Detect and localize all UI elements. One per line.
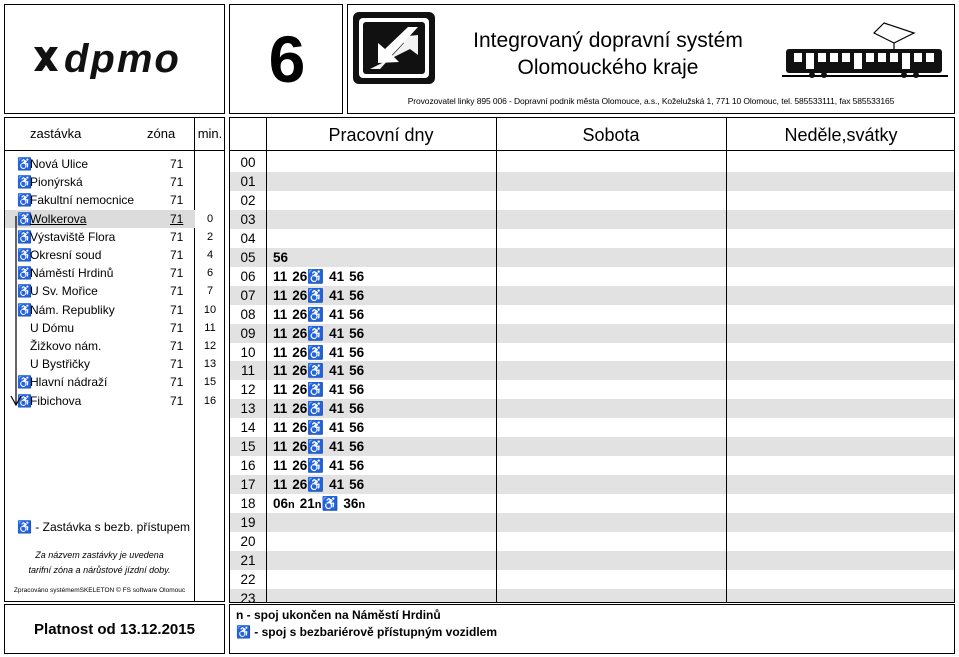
departure-time <box>273 382 287 397</box>
departure-time <box>273 401 287 416</box>
weekday-departures <box>273 456 369 475</box>
stop-zone: 71 <box>170 284 184 299</box>
weekday-departures <box>273 305 369 324</box>
hour-label: 02 <box>240 192 256 208</box>
departure-minute: 56 <box>349 363 365 379</box>
hour-label: 03 <box>240 211 256 227</box>
stop-row <box>5 282 195 300</box>
header-divider <box>5 150 224 151</box>
zone-note <box>5 548 194 578</box>
departure-minute: 41 <box>329 344 345 360</box>
hour-row <box>230 361 954 380</box>
wheelchair-icon: ♿ <box>307 363 325 379</box>
hour-row <box>230 437 954 456</box>
departure-minute: 41 <box>329 439 345 455</box>
departure-minute: 26 <box>292 439 308 455</box>
departure-minute: 56 <box>349 325 365 341</box>
departure-minute: 56 <box>349 439 365 455</box>
hour-label: 08 <box>240 306 256 322</box>
stop-zone: 71 <box>170 357 184 372</box>
departure-time <box>273 326 287 341</box>
stop-row <box>5 392 195 410</box>
departure-time <box>292 458 324 473</box>
hour-label: 13 <box>240 401 256 417</box>
wheelchair-icon: ♿ <box>321 496 339 512</box>
wheelchair-icon: ♿ <box>307 439 325 455</box>
hour-label: 07 <box>240 287 256 303</box>
stop-minutes: 4 <box>206 249 214 261</box>
departure-minute: 26 <box>292 344 308 360</box>
departure-time <box>349 382 364 397</box>
departure-minute: 41 <box>329 401 345 417</box>
departure-minute: 41 <box>329 420 345 436</box>
hour-label: 22 <box>240 571 256 587</box>
hour-label: 06 <box>240 268 256 284</box>
stop-row <box>5 319 195 337</box>
departure-time <box>329 477 344 492</box>
departure-time <box>343 496 365 511</box>
hour-row <box>230 191 954 210</box>
departure-time <box>329 326 344 341</box>
departure-time <box>273 477 287 492</box>
departure-minute: 26 <box>292 363 308 379</box>
departure-minute: 26 <box>292 401 308 417</box>
stop-row <box>5 155 195 173</box>
stop-minutes: 16 <box>203 394 217 407</box>
stop-zone: 71 <box>170 375 184 390</box>
weekday-departures <box>273 380 369 399</box>
legend-lowfloor <box>236 625 497 639</box>
operator-info: Provozovatel linky 895 006 - Dopravní podnik města Olomouce, a.s., Koželužská 1, 771 10 Olomouc, tel. 585533111, fax 585533165 <box>407 96 895 106</box>
departure-minute: 56 <box>349 420 365 436</box>
departure-time <box>329 363 344 378</box>
logo-panel <box>4 4 225 114</box>
departure-minute: 26 <box>292 382 308 398</box>
wheelchair-legend-text: - Zastávka s bezb. přístupem <box>35 520 191 534</box>
hour-row <box>230 456 954 475</box>
departure-time <box>329 288 344 303</box>
weekdays-header: Pracovní dny <box>328 125 434 145</box>
departure-time <box>273 420 287 435</box>
departure-time <box>292 363 324 378</box>
hour-label: 01 <box>240 173 256 189</box>
zone-note-line-1: Za názvem zastávky je uvedena <box>35 550 164 560</box>
stop-row <box>5 246 195 264</box>
hour-row <box>230 267 954 286</box>
departure-time <box>329 269 344 284</box>
stop-name: Hlavní nádraží <box>30 375 108 390</box>
stop-row <box>5 191 195 209</box>
stop-zone: 71 <box>170 157 184 171</box>
departure-time <box>273 345 287 360</box>
minutes-column-header: min. <box>197 126 223 141</box>
wheelchair-icon: ♿ <box>17 211 32 226</box>
hour-row <box>230 399 954 418</box>
departure-time <box>292 420 324 435</box>
stop-minutes: 2 <box>206 230 214 243</box>
departure-time <box>300 496 339 511</box>
tram-icon <box>782 21 948 81</box>
hour-label: 20 <box>240 534 256 549</box>
weekday-departures <box>273 494 370 515</box>
system-title-line-2: Olomouckého kraje <box>517 56 699 79</box>
hour-row <box>230 570 954 589</box>
stop-row <box>5 337 195 355</box>
departure-minute: 41 <box>329 306 345 322</box>
departure-note-marker: n <box>358 499 366 512</box>
hour-row <box>230 589 954 603</box>
departure-time <box>292 326 324 341</box>
wheelchair-icon: ♿ <box>17 193 32 208</box>
departure-time <box>329 307 344 322</box>
validity-panel <box>4 604 225 654</box>
wheelchair-icon: ♿ <box>307 268 325 284</box>
hour-row <box>230 532 954 551</box>
departure-minute: 56 <box>349 268 365 284</box>
departure-time <box>273 307 287 322</box>
hour-label: 17 <box>240 477 256 493</box>
hour-row <box>230 475 954 494</box>
departure-minute: 11 <box>273 439 288 455</box>
stop-minutes: 10 <box>203 303 217 316</box>
weekday-departures <box>273 286 369 305</box>
wheelchair-icon: ♿ <box>17 284 32 299</box>
weekday-departures <box>273 418 369 437</box>
departure-time <box>329 439 344 454</box>
legend-lowfloor-text: - spoj s bezbariérově přístupným vozidlem <box>254 625 498 639</box>
wheelchair-icon: ♿ <box>17 157 32 171</box>
wheelchair-icon: ♿ <box>307 287 325 303</box>
stop-minutes: 11 <box>204 321 216 334</box>
stop-name: Fakultní nemocnice <box>30 193 135 208</box>
departure-time <box>329 420 344 435</box>
stop-zone: 71 <box>170 320 184 335</box>
stop-row <box>5 173 195 191</box>
hour-label: 04 <box>240 230 256 246</box>
hour-row <box>230 513 954 532</box>
wheelchair-icon: ♿ <box>17 229 32 244</box>
departure-time <box>273 363 287 378</box>
stop-zone: 71 <box>170 266 184 281</box>
system-title-line-1: Integrovaný dopravní systém <box>473 29 743 52</box>
stop-zone: 71 <box>170 193 184 208</box>
line-number: 6 <box>268 22 304 96</box>
weekday-departures <box>273 267 369 286</box>
departure-minute: 41 <box>329 268 345 284</box>
departure-minute: 56 <box>349 344 365 360</box>
wheelchair-icon: ♿ <box>17 375 32 390</box>
stop-row <box>5 355 195 373</box>
departure-time <box>349 458 364 473</box>
sunday-header: Neděle,svátky <box>784 125 898 145</box>
departure-minute: 56 <box>349 287 365 303</box>
stop-zone: 71 <box>170 211 184 226</box>
departure-time <box>292 269 324 284</box>
stop-minutes: 6 <box>206 267 214 280</box>
hour-row <box>230 286 954 305</box>
departure-time <box>349 363 364 378</box>
sunday-column-divider <box>726 118 727 602</box>
saturday-header: Sobota <box>582 125 640 145</box>
hour-column-divider <box>266 118 267 602</box>
wheelchair-icon: ♿ <box>307 401 325 417</box>
wheelchair-icon: ♿ <box>307 325 325 341</box>
wheelchair-icon: ♿ <box>307 420 325 436</box>
departure-time <box>329 401 344 416</box>
direction-arrow-icon <box>10 216 22 406</box>
stop-minutes: 7 <box>206 285 214 298</box>
hour-label: 23 <box>240 590 256 603</box>
stop-zone: 71 <box>170 339 184 353</box>
line-number-panel <box>229 4 343 114</box>
wheelchair-icon: ♿ <box>17 520 32 534</box>
departure-minute: 06 <box>273 496 289 512</box>
weekday-departures <box>273 343 369 362</box>
departure-note-marker: n <box>314 499 322 512</box>
stop-name: Náměstí Hrdinů <box>30 266 114 281</box>
hour-label: 14 <box>240 420 256 436</box>
weekday-departures <box>273 399 369 418</box>
dpmo-logo <box>30 39 200 79</box>
hour-label: 19 <box>240 515 256 531</box>
departure-time <box>329 382 344 397</box>
stop-zone: 71 <box>170 302 184 317</box>
legend-terminating: n - spoj ukončen na Náměstí Hrdinů <box>236 608 441 622</box>
departure-minute: 11 <box>273 363 288 379</box>
hour-row <box>230 248 954 267</box>
hour-row <box>230 324 954 343</box>
departure-time <box>292 382 324 397</box>
wheelchair-icon: ♿ <box>17 248 32 262</box>
departure-minute: 41 <box>329 477 345 493</box>
stop-name: Wolkerova <box>30 211 87 226</box>
departure-time <box>273 288 287 303</box>
stop-column-header: zastávka <box>30 126 82 141</box>
stop-row <box>5 301 195 319</box>
wheelchair-icon: ♿ <box>307 344 325 360</box>
hour-label: 18 <box>240 496 256 512</box>
hour-row <box>230 229 954 248</box>
hour-row <box>230 380 954 399</box>
hour-label: 21 <box>240 552 256 568</box>
stops-panel <box>4 117 225 602</box>
departure-minute: 56 <box>349 458 365 474</box>
stop-zone: 71 <box>170 175 184 190</box>
departure-time <box>292 288 324 303</box>
weekday-departures <box>273 248 293 267</box>
departure-minute: 11 <box>273 306 288 322</box>
departure-minute: 26 <box>292 458 308 474</box>
departure-time <box>349 269 364 284</box>
hour-row <box>230 418 954 437</box>
stop-row <box>5 210 195 228</box>
departure-minute: 11 <box>273 401 288 417</box>
weekday-departures <box>273 361 369 380</box>
hour-row <box>230 551 954 570</box>
wheelchair-icon: ♿ <box>236 625 251 639</box>
departure-minute: 11 <box>273 477 288 493</box>
departure-minute: 21 <box>299 496 315 512</box>
timetable <box>229 117 955 603</box>
departure-time <box>292 439 324 454</box>
stop-row <box>5 373 195 391</box>
stop-minutes: 13 <box>203 358 217 371</box>
wheelchair-icon: ♿ <box>307 382 325 398</box>
hour-row <box>230 153 954 172</box>
stop-name: Fibichova <box>30 393 82 408</box>
departure-minute: 11 <box>273 287 288 303</box>
wheelchair-icon: ♿ <box>17 175 32 190</box>
departure-time <box>349 477 364 492</box>
system-header <box>347 4 955 114</box>
departure-minute: 11 <box>273 458 288 474</box>
stop-name: U Bystřičky <box>30 357 90 372</box>
departure-time <box>273 496 295 511</box>
departure-note-marker: n <box>288 499 295 512</box>
stop-minutes: 0 <box>206 212 214 225</box>
hour-label: 05 <box>240 249 256 265</box>
departure-time <box>349 439 364 454</box>
stop-name: Pionýrská <box>30 175 83 190</box>
departure-minute: 26 <box>292 420 308 436</box>
stop-row <box>5 264 195 282</box>
hour-label: 12 <box>240 382 256 398</box>
hour-label: 11 <box>240 363 255 379</box>
departure-time <box>329 458 344 473</box>
hour-row <box>230 210 954 229</box>
departure-time <box>349 401 364 416</box>
departure-time <box>329 345 344 360</box>
saturday-column-divider <box>496 118 497 602</box>
stop-name: Okresní soud <box>30 248 102 262</box>
departure-time <box>349 326 364 341</box>
stop-name: Nová Ulice <box>30 157 89 171</box>
hour-row <box>230 305 954 324</box>
weekday-departures <box>273 475 369 494</box>
departure-time <box>273 439 287 454</box>
departure-time <box>273 250 288 265</box>
departure-minute: 26 <box>292 306 308 322</box>
stop-name: U Dómu <box>30 320 75 335</box>
stop-name: U Sv. Mořice <box>30 284 98 299</box>
departure-time <box>349 288 364 303</box>
zone-note-line-2: tarifní zóna a nárůstové jízdní doby. <box>28 565 171 575</box>
departure-time <box>273 458 287 473</box>
departure-time <box>349 345 364 360</box>
departure-minute: 11 <box>273 268 288 284</box>
zone-column-header: zóna <box>147 126 176 141</box>
hour-label: 00 <box>240 155 256 170</box>
stop-minutes: 15 <box>203 376 217 389</box>
hour-row <box>230 494 954 513</box>
departure-time <box>292 477 324 492</box>
departure-time <box>349 307 364 322</box>
departure-minute: 36 <box>343 496 359 512</box>
software-credit: Zpracováno systémemSKELETON © FS software Olomouc <box>13 587 186 594</box>
hour-label: 09 <box>240 325 256 341</box>
departure-minute: 56 <box>273 249 289 265</box>
departure-minute: 56 <box>349 477 365 493</box>
stop-zone: 71 <box>170 393 184 408</box>
departure-minute: 26 <box>292 477 308 493</box>
stop-minutes: 12 <box>203 340 217 352</box>
departure-time <box>292 401 324 416</box>
logo-text: dpmo <box>63 39 181 79</box>
departure-time <box>292 345 324 360</box>
hour-label: 16 <box>240 458 256 474</box>
departure-minute: 41 <box>329 363 345 379</box>
wheelchair-icon: ♿ <box>307 458 325 474</box>
wheelchair-icon: ♿ <box>307 306 325 322</box>
departure-time <box>273 269 287 284</box>
departure-minute: 11 <box>273 382 288 398</box>
departure-minute: 11 <box>273 325 288 341</box>
timetable-legend <box>229 604 955 654</box>
hour-label: 10 <box>240 344 256 360</box>
stop-row <box>5 228 195 246</box>
departure-minute: 11 <box>273 420 288 436</box>
wheelchair-icon: ♿ <box>307 477 325 493</box>
stop-name: Nám. Republiky <box>30 302 115 317</box>
validity-date: Platnost od 13.12.2015 <box>34 620 195 638</box>
hour-row <box>230 172 954 191</box>
wheelchair-icon: ♿ <box>17 302 32 317</box>
departure-minute: 41 <box>329 325 345 341</box>
departure-minute: 26 <box>292 325 308 341</box>
stop-name: Žižkovo nám. <box>30 339 102 353</box>
hour-label: 15 <box>240 439 256 455</box>
departure-minute: 11 <box>273 344 288 360</box>
departure-minute: 56 <box>349 382 365 398</box>
departure-minute: 56 <box>349 306 365 322</box>
departure-minute: 26 <box>292 287 308 303</box>
departure-minute: 41 <box>329 287 345 303</box>
departure-minute: 56 <box>349 401 365 417</box>
departure-time <box>349 420 364 435</box>
stop-name: Výstaviště Flora <box>30 229 116 244</box>
stop-zone: 71 <box>170 248 184 262</box>
wheelchair-icon: ♿ <box>17 393 32 408</box>
timetable-header-divider <box>230 150 954 151</box>
weekday-departures <box>273 437 369 456</box>
weekday-departures <box>273 324 369 343</box>
departure-minute: 26 <box>292 268 308 284</box>
departure-time <box>292 307 324 322</box>
wheelchair-legend <box>17 520 190 534</box>
wheelchair-icon: ♿ <box>17 266 32 281</box>
departure-minute: 41 <box>329 458 345 474</box>
hour-row <box>230 343 954 362</box>
stop-zone: 71 <box>170 229 184 244</box>
departure-minute: 41 <box>329 382 345 398</box>
